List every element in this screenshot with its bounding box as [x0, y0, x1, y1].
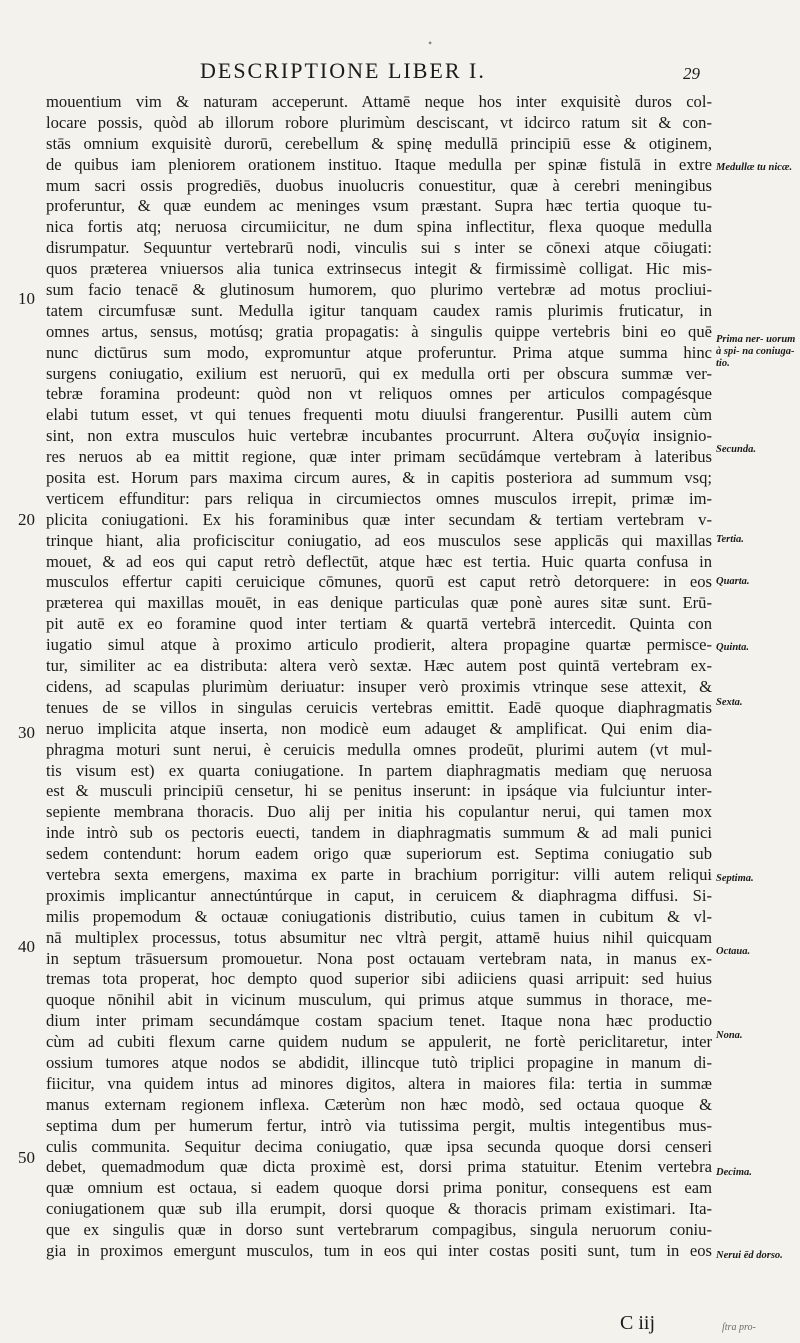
text-line: nā multiplex processus, totus absumitur nec vltrà pergit, attamē huius nihil quicquam [46, 927, 712, 947]
text-line: proximis implicantur annectúntúrque in caput, in ceruicem & diaphragma diffusi. Si- [46, 885, 712, 905]
text-line: gia in proximos emergunt musculos, tum in eos qui inter costas positi sunt, tum in eos [46, 1240, 712, 1260]
margin-note: Nerui ēd dorso. [716, 1250, 783, 1261]
text-line: disrumpatur. Sequuntur vertebrarū nodi, vinculis sui s inter se cōnexi atque cōiugati: [46, 238, 712, 258]
text-line: sint, non extra musculos huic vertebræ incubantes procurrunt. Altera συζυγία insignio- [46, 426, 712, 446]
text-line: dium inter primam secundámque costam spacium tenet. Itaque nona hæc productio [46, 1011, 712, 1031]
line-number: 10 [18, 289, 35, 308]
line-number: 30 [18, 723, 35, 742]
text-line: musculos effertur capiti ceruicique cōmunes, quorū est caput retrò detorquere: in eos [46, 572, 712, 592]
margin-note: Quarta. [716, 576, 750, 587]
text-line: tenues de se villos in singulas ceruicis vertebras emittit. Eadē quoque diaphragmatis [46, 697, 712, 717]
text-line: mum sacri ossis progrediēs, duobus inuolucris conuestitur, quæ à cerebri meningibus [46, 175, 712, 195]
text-line: posita est. Horum pars maxima circum aures, & in capitis posteriora ad summum vsq; [46, 468, 712, 488]
text-line: cùm ad cubiti flexum carne quidem nudum se appulerit, ne fortè periclitaretur, inter [46, 1032, 712, 1052]
text-line: culis communita. Sequitur decima coniugatio, quæ ipsa secunda quoque dorsi censeri [46, 1136, 712, 1156]
running-head [200, 58, 700, 92]
line-number: 50 [18, 1148, 35, 1167]
body-text [46, 92, 712, 1283]
text-line: que ex singulis quæ in dorso sunt vertebrarum compagibus, singula neruorum coniu- [46, 1220, 712, 1240]
margin-note: Quinta. [716, 642, 749, 653]
running-title: DESCRIPTIONE LIBER I. [200, 58, 486, 83]
text-line: tebræ foramina prodeunt: quòd non vt reliquos omnes per articulos compagésque [46, 384, 712, 404]
text-line: debet, quemadmodum quæ dicta proximè est, dorsi prima statuitur. Etenim vertebra [46, 1157, 712, 1177]
text-line: sum facio tenacē & glutinosum humorem, quo plurimo vertebræ ad motus procliui- [46, 280, 712, 300]
text-line: quoque nōnihil abit in vicinum musculum, qui primus atque summus in thorace, me- [46, 990, 712, 1010]
text-line: septima dum per humerum fertur, intrò via tutissima pergit, multis integentibus mus- [46, 1115, 712, 1135]
margin-note: Medullæ tu nicæ. [716, 162, 793, 173]
text-line: nica fortis atq; neruosa circumiicitur, ne dum spina inflectitur, flexa quoque medulla [46, 217, 712, 237]
text-line: manus externam regionem inflexa. Cæterùm non hæc modò, sed octaua quoque & [46, 1094, 712, 1114]
text-line: tur, similiter ac ea distributa: altera verò sextæ. Hæc autem post quintā vertebram ex- [46, 656, 712, 676]
text-line: proferuntur, & quæ eundem ac meninges vsum præstant. Supra hæc tertia quoque tu- [46, 196, 712, 216]
text-line: de quibus iam pleniorem orationem instituo. Itaque medulla per spinæ fistulā in extre [46, 154, 712, 174]
text-line: fiicitur, vna quidem intus ad minores digitos, altera in maiores fila: tertia in summæ [46, 1073, 712, 1093]
text-line: iugatio simul atque à proximo articulo prodierit, altera propagine quartæ permisce- [46, 635, 712, 655]
margin-note: Tertia. [716, 534, 744, 545]
text-line: in septum trāsuersum promouetur. Nona post octauam vertebram nata, in manus ex- [46, 948, 712, 968]
text-line: stās omnium exquisitè durorū, cerebellum & spinę medullā principiū esse & otiginem, [46, 133, 712, 153]
text-line: vertebra sexta emergens, maxima ex parte in brachium porrigitur: villi autem reliqui [46, 864, 712, 884]
text-line: quos præterea vniuersos alia tunica extrinsecus integit & firmissimè colligat. Hic mis- [46, 259, 712, 279]
text-line: sepiente membrana thoracis. Duo alij per initia his copulantur nerui, qui tamen mox [46, 802, 712, 822]
margin-note: Sexta. [716, 697, 743, 708]
catchword: ſtra pro- [722, 1322, 756, 1333]
text-line: verticem effunditur: pars reliqua in circumiectos omnes musculos irrepit, primæ im- [46, 488, 712, 508]
signature-mark: C iij [620, 1312, 656, 1334]
text-line: ossium tumores atque nodos se abdidit, illincque tutò triplici propagine in manum di- [46, 1052, 712, 1072]
text-line [46, 1262, 712, 1283]
line-number: 20 [18, 510, 35, 529]
text-line: coniugationem quæ sub illa erumpit, dorsi quoque & thoracis primam existimari. Ita- [46, 1199, 712, 1219]
line-number: 40 [18, 937, 35, 956]
text-line: surgens coniugatio, exilium est neruorū, qui ex medulla orti per obscura summæ ver- [46, 363, 712, 383]
text-line: mouet, & ad eos qui caput retrò deflectūt, atque hæc est tertia. Huic quarta confusa in [46, 551, 712, 571]
text-line: mouentium vim & naturam acceperunt. Attamē neque hos inter exquisitè duros col- [46, 92, 712, 111]
margin-note: Decima. [716, 1167, 752, 1178]
text-line: inde intrò sub os pectoris euecti, tandem in diaphragmatis summum & ad mali punici [46, 823, 712, 843]
margin-note: Septima. [716, 873, 754, 884]
margin-note: Nona. [716, 1030, 743, 1041]
text-line: neruo implicita atque inserta, non modicè eum adauget & amplificat. Qui enim dia- [46, 718, 712, 738]
text-line: phragma moturi sunt nerui, è ceruicis medulla omnes prodeūt, plurimi autem (vt mul- [46, 739, 712, 759]
ornament-mark: • [428, 36, 433, 50]
page-number: 29 [683, 64, 700, 83]
text-line: tatem circumfusæ sunt. Medulla igitur tanquam caudex ramis plurimis fruticatur, in [46, 300, 712, 320]
text-line: quæ omnium est octaua, si eadem quoque dorsi prima ponitur, consequens est eam [46, 1178, 712, 1198]
margin-note: Prima ner- uorum à spi- na coniuga- tio. [716, 334, 796, 369]
text-line: res neruos ab ea mittit regione, quæ inter primam secūdámque vertebram à lateribus [46, 447, 712, 467]
text-line: cidens, ad scapulas plurimùm deriuatur: insuper verò proximis vtrinque sese attexit, & [46, 676, 712, 696]
text-line: trinque hiant, alia proficiscitur coniugatio, ad eos musculos sese applicās qui maxillas [46, 530, 712, 550]
margin-note: Octaua. [716, 946, 751, 957]
text-line: tis visum est) ex quarta coniugatione. In partem diaphragmatis mediam quę neruosa [46, 760, 712, 780]
text-line: sedem contendunt: horum eadem origo quæ superiorum est. Septima coniugatio sub [46, 844, 712, 864]
text-line: elabi tutum esset, vt qui tenues frequenti motu diuulsi frangerentur. Pusilli autem cùm [46, 405, 712, 425]
text-line: nunc dictūrus sum modo, expromuntur atque proferuntur. Prima atque summa hinc [46, 342, 712, 362]
text-line: pit autē ex eo foramine quod inter tertiam & quartā vertebrā intercedit. Quinta con [46, 614, 712, 634]
margin-note: Secunda. [716, 444, 756, 455]
text-line: milis propemodum & octauæ coniugationis distributio, cuius tamen in cubitum & vl- [46, 906, 712, 926]
text-line: plicita coniugationi. Ex his foraminibus quæ inter secundam & tertiam vertebram v- [46, 509, 712, 529]
text-line: tremas tota properat, hoc dempto quod superior sibi adiiciens quasi arripuit: sed huius [46, 969, 712, 989]
text-line: præterea qui maxillas mouēt, in eas denique particulas quæ ponè aures sitæ sunt. Erū- [46, 593, 712, 613]
text-line: est & musculi principiū censetur, hi se penitus inserunt: in ipsáque via fulciuntur inter- [46, 781, 712, 801]
text-line: omnes artus, sensus, motúsq; gratia propagatis: à singulis quippe vertebris bini eo quē [46, 321, 712, 341]
text-line: locare possis, quòd ab illorum robore plurimùm desciscant, vt idcirco ratum sit & con- [46, 112, 712, 132]
